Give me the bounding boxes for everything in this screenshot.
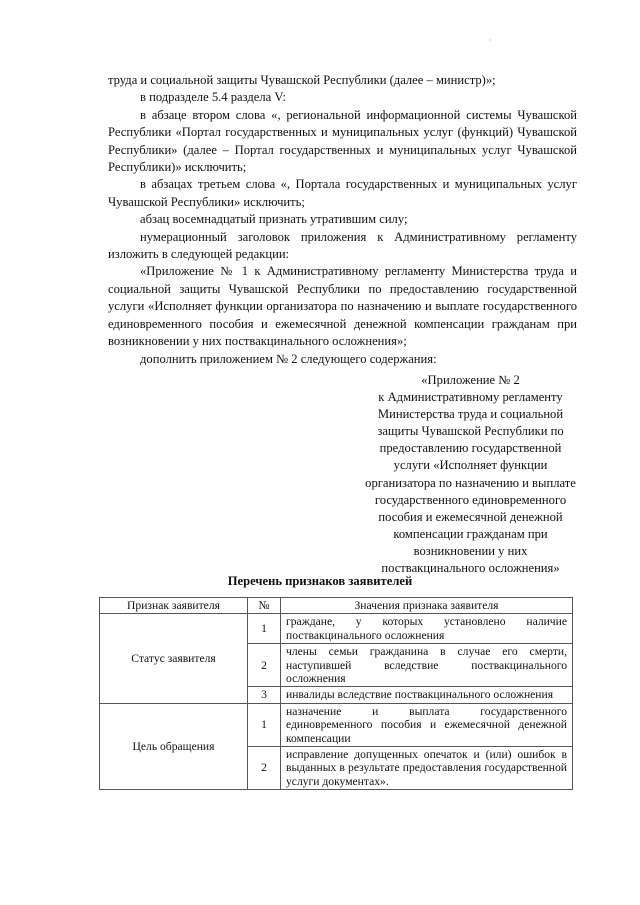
list-title: Перечень признаков заявителей xyxy=(227,574,413,588)
appendix-title: «Приложение № 2 xyxy=(421,373,520,387)
number-cell: 1 xyxy=(248,614,281,644)
number-cell: 3 xyxy=(248,687,281,703)
column-header: Значения признака заявителя xyxy=(281,598,573,614)
applicant-signs-table xyxy=(99,597,573,790)
table-row xyxy=(100,703,573,746)
appendix-heading xyxy=(364,372,577,577)
sign-cell: Статус заявителя xyxy=(100,614,248,703)
table-row xyxy=(100,614,573,644)
table-header-row xyxy=(100,598,573,614)
value-cell: члены семьи гражданина в случае его смерти, наступившей вследствие поствакцинального осложнения xyxy=(281,644,573,687)
value-cell: инвалиды вследствие поствакцинального осложнения xyxy=(281,687,573,703)
value-cell: исправление допущенных опечаток и (или) ошибок в выданных в результате предоставления государственной услуги документах». xyxy=(281,747,573,790)
paragraph: дополнить приложением № 2 следующего содержания: xyxy=(140,351,437,366)
value-cell: граждане, у которых установлено наличие поствакцинального осложнения xyxy=(281,614,573,644)
column-header: Признак заявителя xyxy=(100,598,248,614)
paragraph: в абзаце втором слова «, региональной информационной системы Чувашской Республики «Портал государственных и муниципальных услуг (функций) Чувашской Республики» (далее – Портал государственных и муниципальных услуг Чувашской Республики)» исключить; xyxy=(108,107,577,175)
column-header: № xyxy=(248,598,281,614)
value-cell: назначение и выплата государственного единовременного пособия и ежемесячной денежной компенсации xyxy=(281,703,573,746)
sign-cell: Цель обращения xyxy=(100,703,248,789)
paragraph: труда и социальной защиты Чувашской Республики (далее – министр)»; xyxy=(108,73,496,87)
number-cell: 1 xyxy=(248,703,281,746)
paragraph: нумерационный заголовок приложения к Административному регламенту изложить в следующей редакции: xyxy=(108,229,577,262)
amendment-text xyxy=(108,72,577,368)
paragraph: «Приложение № 1 к Административному регламенту Министерства труда и социальной защиты Чувашской Республики по предоставлению государственной услуги «Исполняет функции организатора по назначению и выплате государственного единовременного пособия и ежемесячной денежной компенсации гражданам при возникновении у них поствакцинального осложнения»; xyxy=(108,264,577,349)
appendix-description: к Административному регламенту Министерства труда и социальной защиты Чувашской Республики по предоставлению государственной услуги «Исполняет функции организатора по назначению и выплате государственного единовременного пособия и ежемесячной денежной компенсации гражданам при возникновении у них поствакцинального осложнения» xyxy=(365,390,576,576)
page-marker: · xyxy=(489,36,492,45)
paragraph: абзац восемнадцатый признать утратившим силу; xyxy=(140,212,408,227)
paragraph: в абзацах третьем слова «, Портала государственных и муниципальных услуг Чувашской Республики» исключить; xyxy=(108,177,577,209)
number-cell: 2 xyxy=(248,644,281,687)
number-cell: 2 xyxy=(248,747,281,790)
paragraph: в подразделе 5.4 раздела V: xyxy=(140,90,287,105)
